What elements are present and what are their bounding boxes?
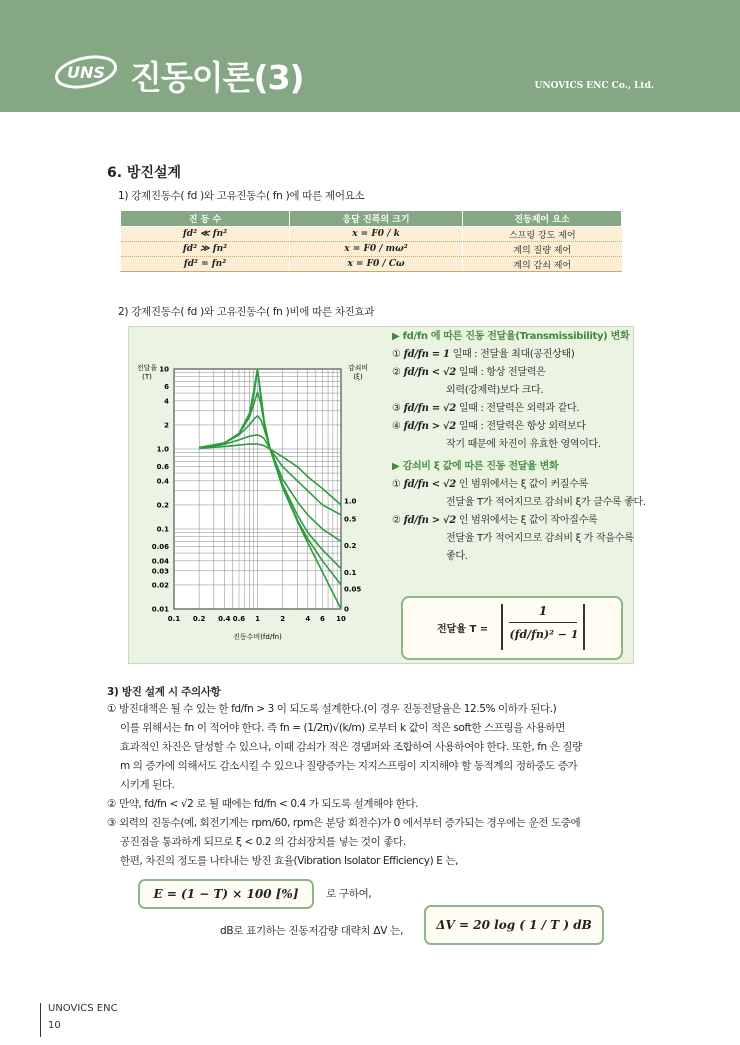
y-tick-label: 0.4 bbox=[156, 477, 169, 486]
note-text: 일때 : 전달력은 항상 외력보다 bbox=[458, 421, 586, 432]
table-header-amplitude: 응답 진폭의 크기 bbox=[290, 211, 463, 227]
table-row bbox=[121, 257, 622, 272]
damping-ratio-label: 0.5 bbox=[344, 515, 357, 524]
cautions-text bbox=[107, 700, 582, 871]
notes-heading-2: ▶ 감쇠비 ξ 값에 따른 진동 전달율 변화 bbox=[392, 461, 559, 472]
page-header bbox=[0, 0, 740, 112]
note-number: ① bbox=[392, 479, 401, 490]
formula-numerator: 1 bbox=[538, 604, 548, 618]
table-cell: fd² ≪ fn² bbox=[121, 227, 290, 242]
bullet-icon: ▶ bbox=[392, 331, 403, 342]
note-relation: fd/fn = √2 bbox=[403, 403, 456, 414]
abs-bar-left bbox=[501, 604, 503, 650]
notes-list-2 bbox=[392, 476, 646, 566]
y-tick-label: 10 bbox=[159, 365, 169, 374]
y-right-axis-title: (ξ) bbox=[353, 373, 363, 381]
x-tick-label: 0.6 bbox=[232, 615, 246, 623]
subsection-1-title: 1) 강제진동수( fd )와 고유진동수( fn )에 따른 제어요소 bbox=[118, 190, 365, 202]
notes-heading-1: ▶ fd/fn 에 따른 진동 전달율(Transmissibility) 변화 bbox=[392, 331, 630, 342]
page-number: 10 bbox=[48, 1020, 61, 1031]
note-number: ③ bbox=[392, 403, 401, 414]
note-relation: fd/fn = 1 bbox=[403, 349, 450, 360]
efficiency-formula-box bbox=[138, 879, 314, 909]
y-right-axis-title: 감쇠비 bbox=[347, 364, 369, 372]
table-cell: x = F0 / Cω bbox=[290, 257, 463, 272]
x-tick-label: 4 bbox=[305, 615, 311, 623]
note-text: 인 범위에서는 ξ 값이 커질수록 bbox=[458, 479, 588, 490]
y-tick-label: 0.03 bbox=[151, 567, 169, 576]
bullet-icon: ▶ bbox=[392, 461, 403, 472]
table-cell: fd² ≫ fn² bbox=[121, 242, 290, 257]
note-item bbox=[392, 530, 646, 548]
db-formula: ΔV = 20 log ( 1 / T ) dB bbox=[436, 918, 592, 932]
note-text: 인 범위에서는 ξ 값이 작아질수록 bbox=[458, 515, 598, 526]
table-row bbox=[121, 227, 622, 242]
y-tick-label: 0.02 bbox=[151, 581, 169, 590]
footer-divider bbox=[40, 1003, 41, 1037]
table-row bbox=[121, 242, 622, 257]
note-relation: fd/fn > √2 bbox=[403, 515, 456, 526]
table-header-control: 진동제어 요소 bbox=[463, 211, 622, 227]
y-tick-label: 2 bbox=[164, 421, 169, 430]
note-relation: fd/fn < √2 bbox=[403, 479, 456, 490]
y-axis-title: 전달율 bbox=[136, 364, 158, 372]
y-tick-label: 1.0 bbox=[156, 445, 169, 454]
y-tick-label: 0.2 bbox=[156, 501, 169, 510]
caution-line: 시키게 된다. bbox=[120, 779, 175, 791]
damping-ratio-label: 0.05 bbox=[344, 585, 362, 594]
y-tick-label: 0.01 bbox=[151, 605, 169, 614]
logo-text: UNS bbox=[67, 63, 105, 82]
note-item bbox=[392, 364, 646, 382]
table-cell: 계의 질량 제어 bbox=[463, 242, 622, 257]
note-item bbox=[392, 512, 646, 530]
note-number: ② bbox=[392, 367, 401, 378]
notes-list-1 bbox=[392, 346, 646, 454]
y-tick-label: 4 bbox=[164, 397, 169, 406]
note-text: 전달율 T가 적어지므로 감쇠비 ξ가 클수록 좋다. bbox=[446, 497, 646, 508]
note-text: 작기 때문에 차진이 유효한 영역이다. bbox=[446, 439, 601, 450]
note-number: ② bbox=[392, 515, 401, 526]
table-cell: x = F0 / mω² bbox=[290, 242, 463, 257]
footer-company: UNOVICS ENC bbox=[48, 1003, 118, 1014]
note-text: 좋다. bbox=[446, 551, 468, 562]
x-tick-label: 0.1 bbox=[167, 615, 181, 623]
x-tick-label: 10 bbox=[336, 615, 346, 623]
note-text: 전달율 T가 적어지므로 감쇠비 ξ 가 작을수록 bbox=[446, 533, 634, 544]
table-cell: 계의 감쇠 제어 bbox=[463, 257, 622, 272]
note-item bbox=[392, 476, 646, 494]
transmissibility-formula-box bbox=[401, 596, 623, 660]
caution-line: 이를 위해서는 fn 이 적어야 한다. 즉 fn = (1/2π)√(k/m) 로부터 k 값이 적은 soft한 스프링을 사용하면 bbox=[120, 722, 565, 734]
abs-bar-right bbox=[583, 604, 585, 650]
caution-line: 효과적인 차진은 달성할 수 있으나, 이때 감쇠가 적은 경댐퍼와 조합하여 사용하여야 한다. 또한, fn 은 질량 bbox=[120, 741, 582, 753]
table-header-frequency: 진 동 수 bbox=[121, 211, 290, 227]
formula-label: 전달율 T = bbox=[437, 624, 489, 635]
note-item bbox=[392, 436, 646, 454]
x-tick-label: 2 bbox=[280, 615, 286, 623]
note-item bbox=[392, 494, 646, 512]
efficiency-after-text: 로 구하여, bbox=[326, 888, 372, 900]
table-cell: fd² = fn² bbox=[121, 257, 290, 272]
caution-line: ① 방진대책은 될 수 있는 한 fd/fn > 3 이 되도록 설계한다.(이 경우 진동전달율은 12.5% 이하가 된다.) bbox=[107, 703, 557, 715]
y-tick-label: 6 bbox=[164, 383, 169, 392]
caution-line: m 의 증가에 의해서도 감소시킬 수 있으나 질량증가는 지지스프링이 지지해야 할 동적계의 정하중도 증가 bbox=[120, 760, 578, 772]
table-cell: 스프링 강도 제어 bbox=[463, 227, 622, 242]
note-relation: fd/fn < √2 bbox=[403, 367, 456, 378]
db-formula-box bbox=[424, 905, 604, 945]
x-tick-label: 6 bbox=[320, 615, 325, 623]
section-title: 6. 방진설계 bbox=[107, 165, 182, 181]
note-text: 일때 : 전달력은 외력과 같다. bbox=[458, 403, 580, 414]
y-tick-label: 0.1 bbox=[156, 525, 169, 534]
x-axis-title: 진동수비(fd/fn) bbox=[233, 633, 282, 641]
page-title: 진동이론(3) bbox=[130, 58, 304, 97]
efficiency-formula: E = (1 − T) × 100 [%] bbox=[153, 887, 299, 901]
damping-ratio-label: 1.0 bbox=[344, 497, 357, 506]
note-text: 외력(강제력)보다 크다. bbox=[446, 385, 544, 396]
x-tick-label: 0.2 bbox=[192, 615, 206, 623]
y-tick-label: 0.04 bbox=[151, 557, 169, 566]
note-number: ④ bbox=[392, 421, 401, 432]
damping-ratio-label: 0.2 bbox=[344, 541, 357, 550]
table-cell: x = F0 / k bbox=[290, 227, 463, 242]
note-text: 일때 : 항상 전달력은 bbox=[458, 367, 546, 378]
y-axis-title: (T) bbox=[142, 373, 152, 381]
y-tick-label: 0.6 bbox=[156, 463, 169, 472]
subsection-2-title: 2) 강제진동수( fd )와 고유진동수( fn )비에 따른 차진효과 bbox=[118, 306, 375, 318]
x-tick-label: 1 bbox=[255, 615, 260, 623]
damping-ratio-label: 0.1 bbox=[344, 569, 357, 578]
transmissibility-chart bbox=[129, 327, 389, 661]
note-item bbox=[392, 346, 646, 364]
note-item bbox=[392, 418, 646, 436]
db-reduction-text: dB로 표기하는 진동저감량 대략치 ΔV 는, bbox=[220, 925, 404, 937]
transmissibility-notes bbox=[392, 328, 646, 566]
caution-line: 한편, 차진의 정도를 나타내는 방진 효율(Vibration Isolator Efficiency) E 는, bbox=[120, 855, 459, 867]
company-name: UNOVICS ENC Co., Ltd. bbox=[534, 81, 654, 91]
note-text: 일때 : 전달율 최대(공진상태) bbox=[452, 349, 575, 360]
table-header-row bbox=[121, 211, 622, 227]
caution-line: ② 만약, fd/fn < √2 로 될 때에는 fd/fn < 0.4 가 되도록 설계해야 한다. bbox=[107, 798, 419, 810]
formula-denominator: (fd/fn)² − 1 bbox=[509, 628, 579, 641]
control-element-table bbox=[120, 210, 622, 272]
fraction-line bbox=[509, 622, 577, 623]
caution-line: 공진점을 통과하게 되므로 ξ < 0.2 의 감쇠장치를 넣는 것이 좋다. bbox=[120, 836, 406, 848]
note-number: ① bbox=[392, 349, 401, 360]
uns-logo-icon bbox=[52, 54, 120, 90]
damping-ratio-label: 0 bbox=[344, 605, 349, 614]
x-tick-label: 0.4 bbox=[218, 615, 231, 623]
caution-line: ③ 외력의 진동수(예, 회전기계는 rpm/60, rpm은 분당 회전수)가 0 에서부터 증가되는 경우에는 운전 도중에 bbox=[107, 817, 581, 829]
subsection-3-title: 3) 방진 설계 시 주의사항 bbox=[107, 686, 221, 698]
note-relation: fd/fn > √2 bbox=[403, 421, 456, 432]
note-item bbox=[392, 400, 646, 418]
y-tick-label: 0.06 bbox=[151, 543, 169, 552]
note-item bbox=[392, 382, 646, 400]
note-item bbox=[392, 548, 646, 566]
